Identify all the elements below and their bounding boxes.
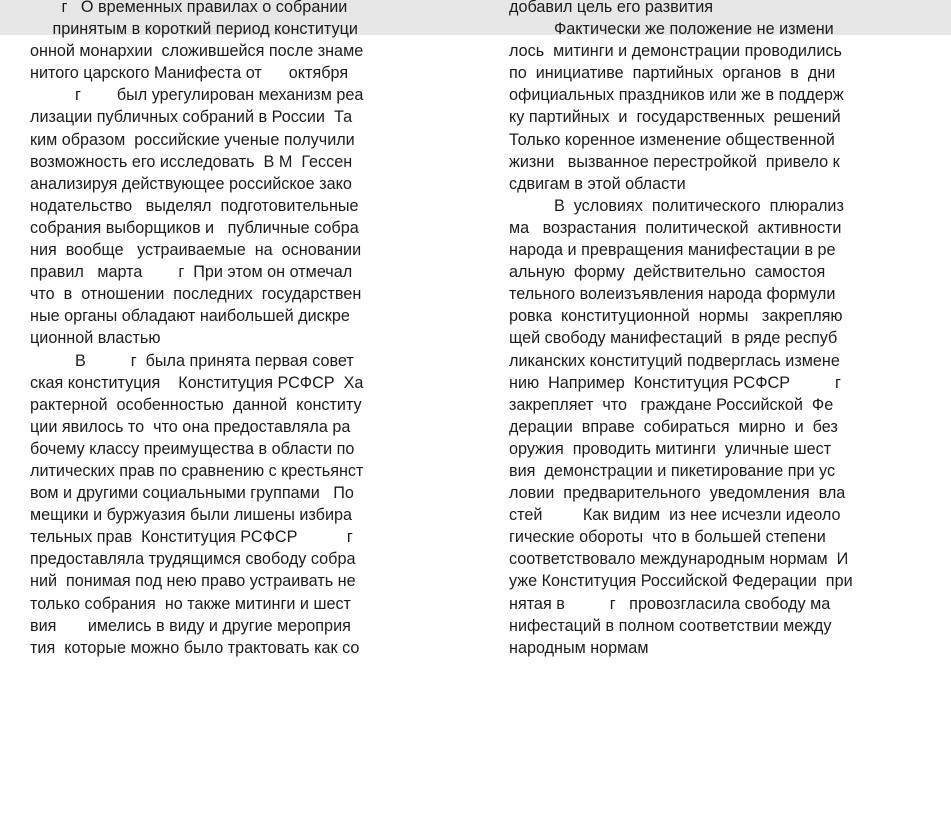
text-line: тельного волеизъявления народа формули [509,285,836,304]
text-line: ким образом российские ученые получили [30,130,355,149]
text-line: принятым в короткий период конституци [30,20,358,39]
text-line: Только коренное изменение общественной [509,130,835,149]
text-line: нодательство выделял подготовительные [30,196,359,215]
text-line: народа и превращения манифестации в ре [509,241,836,260]
text-line: добавил цель его развития [509,0,714,16]
text-line: ма возрастания политической активности [509,218,842,237]
text-line: тельных прав Конституция РСФСР г [30,528,353,547]
text-line: г был урегулирован механизм реа [30,86,364,105]
text-line: бочему классу преимущества в области по [30,439,355,458]
text-line: лизации публичных собраний в России Та [30,108,353,127]
text-line: ровка конституционной нормы закрепляю [509,307,843,326]
text-line: ные органы обладают наибольшей дискре [30,307,350,326]
text-line: что в отношении последних государствен [30,285,362,304]
text-line: возможность его исследовать В М Гессен [30,152,353,171]
text-line: ку партийных и государственных решений [509,108,841,127]
text-line: Фактически же положение не измени [509,20,834,39]
right-text-column [509,0,911,659]
text-line: гические обороты что в большей степени [509,528,826,547]
text-line: ционной властью [30,329,161,348]
text-line: г О временных правилах о собрании [30,0,348,16]
text-line: по инициативе партийных органов в дни [509,64,836,83]
text-line: нитого царского Манифеста от октября [30,64,349,83]
text-line: ции явилось то что она предоставляла ра [30,417,351,436]
text-line: официальных праздников или же в поддерж [509,86,844,105]
text-line: ний понимая под нею право устраивать не [30,572,356,591]
text-line: ликанских конституций подверглась измене [509,351,840,370]
text-line: народным нормам [509,638,649,657]
text-line: вом и другими социальными группами По [30,484,354,503]
text-line: оружия проводить митинги уличные шест [509,439,832,458]
text-line: литических прав по сравнению с крестьянст [30,461,364,480]
text-line: нию Например Конституция РСФСР г [509,373,841,392]
text-line: вия имелись в виду и другие мероприя [30,616,351,635]
text-line: ния вообще устраиваемые на основании [30,241,362,260]
text-line: соответствовало международным нормам И [509,550,849,569]
text-line: лось митинги и демонстрации проводились [509,42,842,61]
text-line: тия которые можно было трактовать как со [30,638,360,657]
text-line: правил марта г При этом он отмечал [30,263,353,282]
text-line: нифестаций в полном соответствии между [509,616,832,635]
text-line: закрепляет что граждане Российской Фе [509,395,834,414]
text-line: нятая в г провозгласила свободу ма [509,594,831,613]
text-line: мещики и буржуазия были лишены избира [30,506,352,525]
text-line: альную форму действительно самостоя [509,263,826,282]
text-line: щей свободу манифестаций в ряде респуб [509,329,838,348]
text-line: жизни вызванное перестройкой привело к [509,152,840,171]
text-line: анализируя действующее российское зако [30,174,352,193]
text-line: вия демонстрации и пикетирование при ус [509,461,836,480]
text-line: уже Конституция Российской Федерации при [509,572,853,591]
text-line: В условиях политического плюрализ [509,196,844,215]
text-line: сдвигам в этой области [509,174,686,193]
text-line: стей Как видим из нее исчезли идеоло [509,506,841,525]
text-line: В г была принята первая совет [30,351,354,370]
left-text-column [30,0,442,659]
text-line: ская конституция Конституция РСФСР Ха [30,373,364,392]
text-line: рактерной особенностью данной конститу [30,395,362,414]
text-line: онной монархии сложившейся после знаме [30,42,364,61]
text-line: предоставляла трудящимся свободу собра [30,550,356,569]
text-line: ловии предварительного уведомления вла [509,484,846,503]
text-line: собрания выборщиков и публичные собра [30,218,359,237]
text-line: дерации вправе собираться мирно и без [509,417,838,436]
text-line: только собрания но также митинги и шест [30,594,351,613]
